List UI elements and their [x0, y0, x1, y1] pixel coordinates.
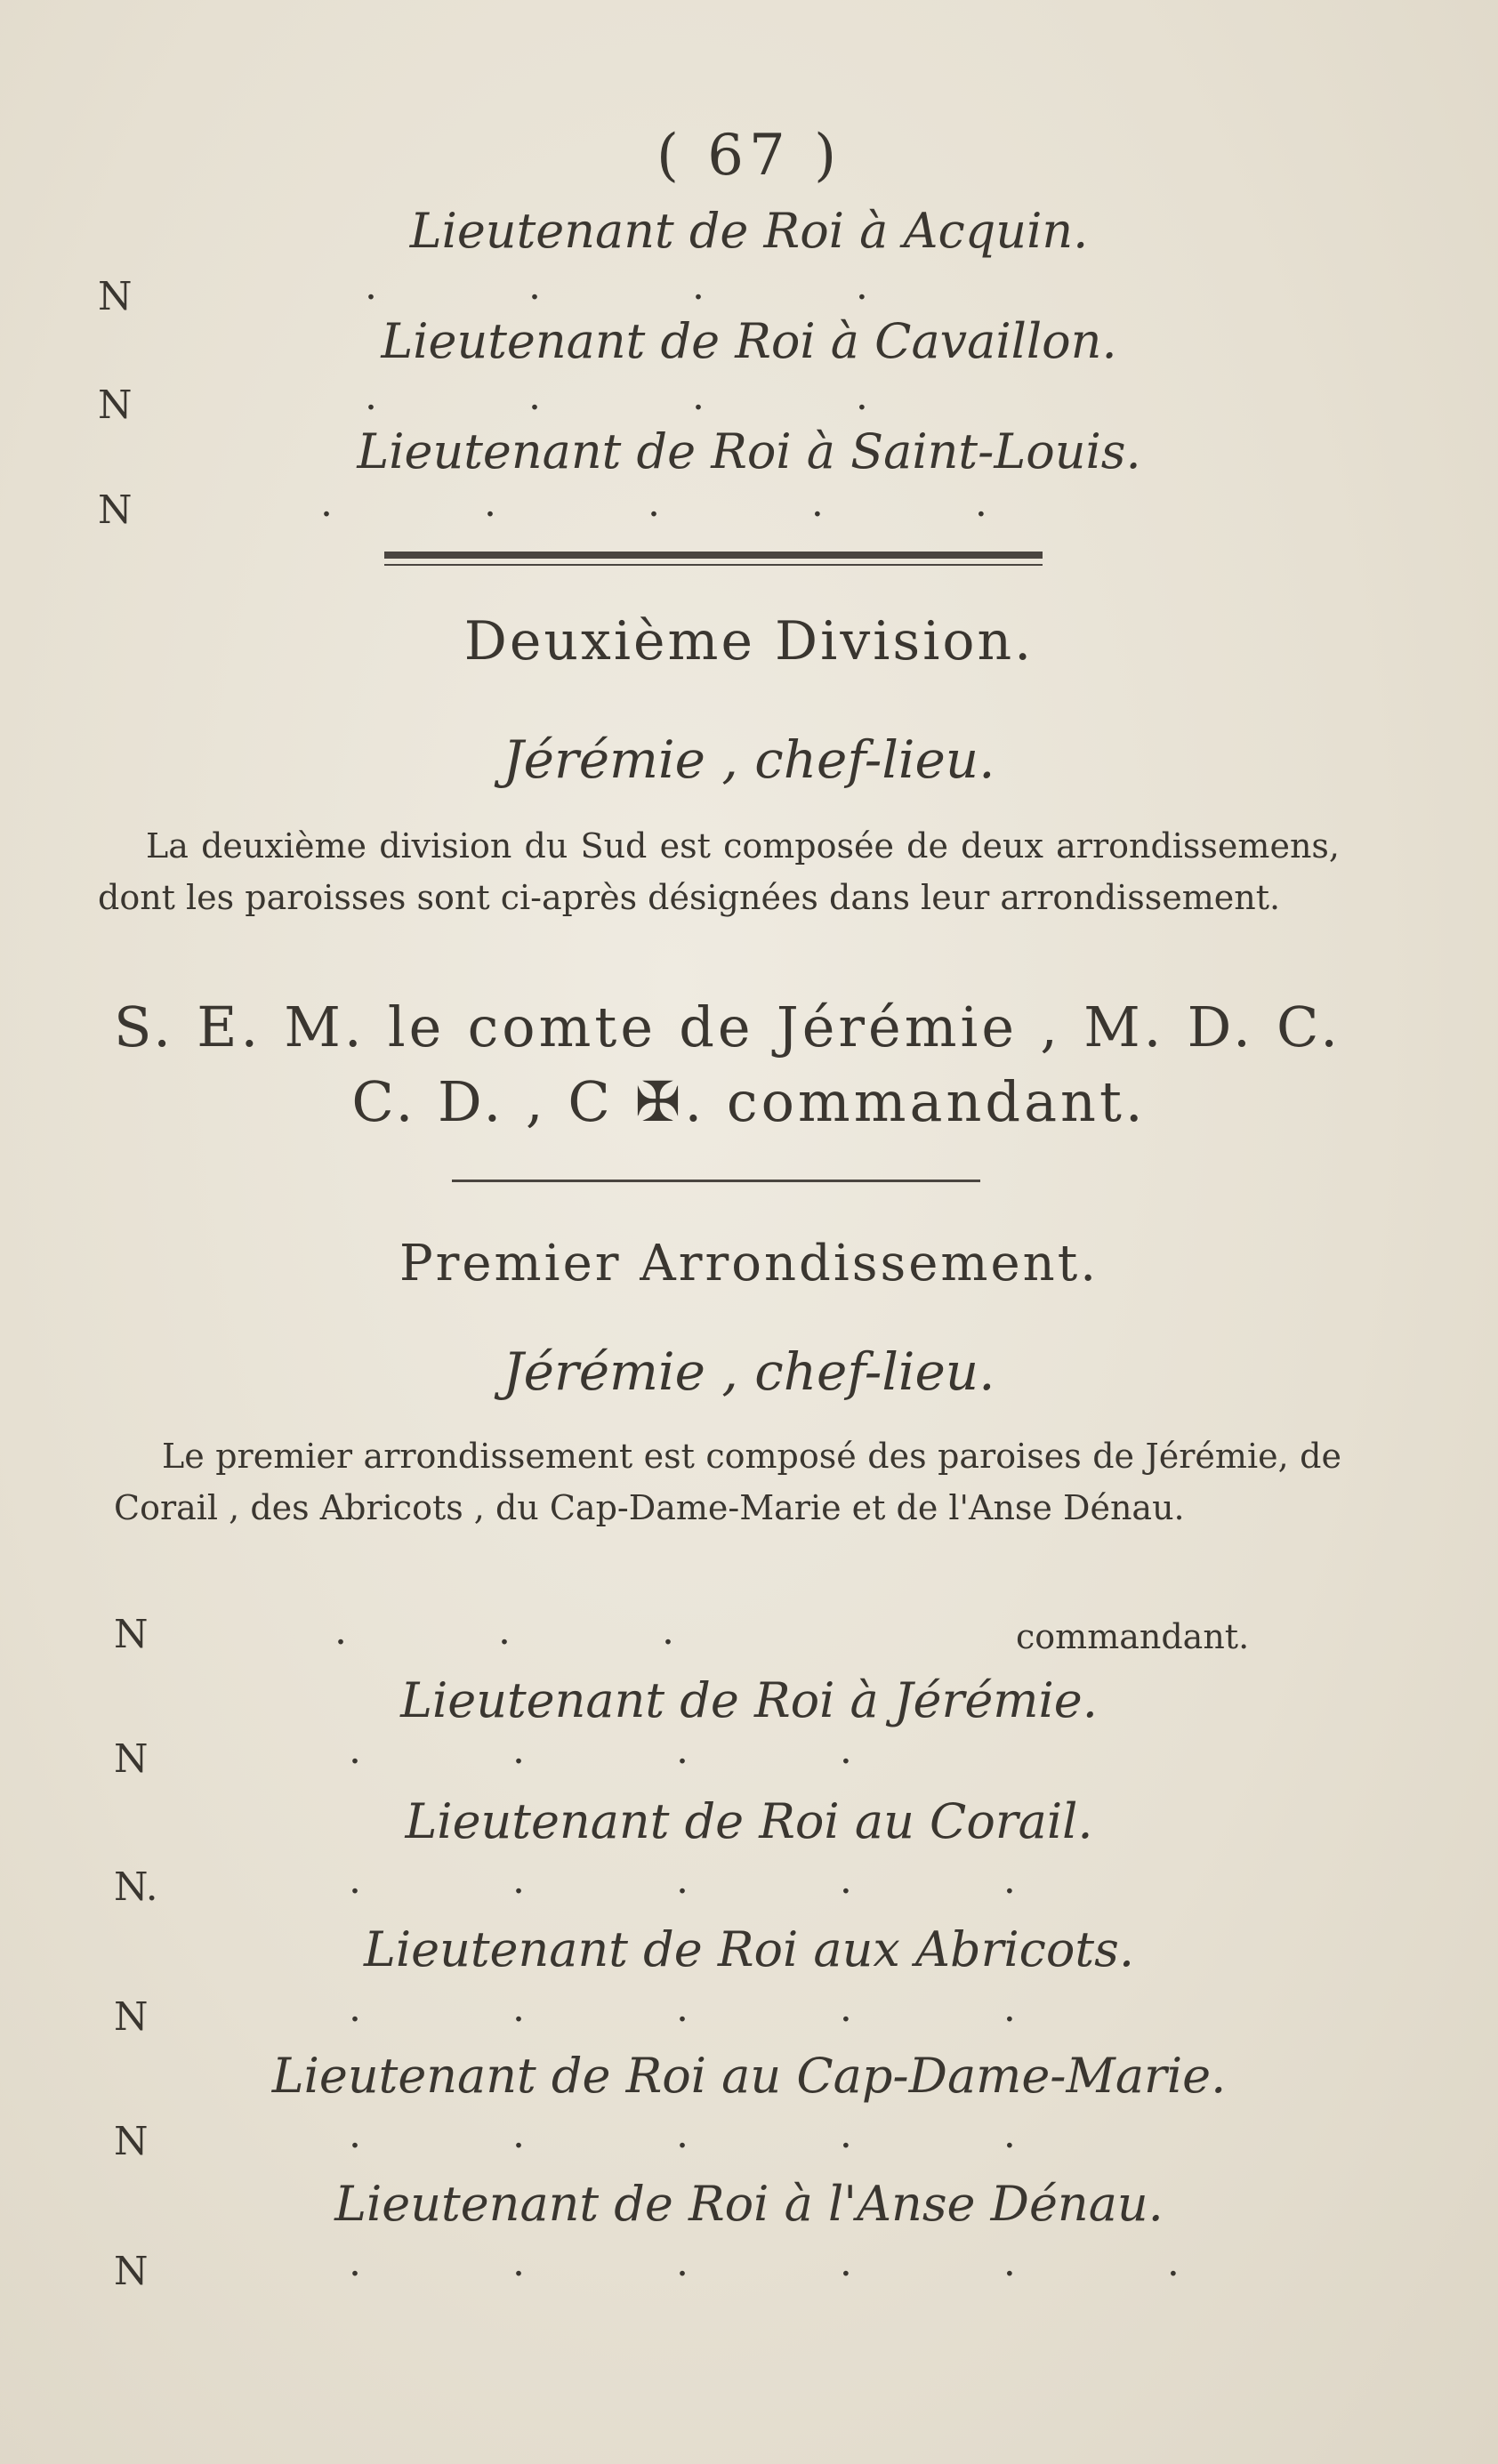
page-number: ( 67 ) — [656, 123, 842, 189]
entry-name-mark: N. — [114, 1864, 158, 1910]
commander-line-2: C. D. , C ✠. commandant. — [351, 1069, 1147, 1134]
commandant-label: commandant. — [1016, 1617, 1250, 1656]
entry-dots: . . . . . . — [349, 2240, 1249, 2285]
entry-name-mark: N — [114, 1994, 149, 2040]
entry-name-mark: N — [114, 2119, 149, 2164]
entry-title: Lieutenant de Roi à Acquin. — [409, 203, 1089, 259]
divider-rule — [384, 552, 1043, 559]
arrondissement-paragraph — [114, 1430, 1341, 1534]
entry-dots: . . . . . — [349, 1985, 1085, 2031]
entry-name-mark: N — [114, 2249, 149, 2294]
entry-dots: . . . . — [365, 263, 938, 309]
entry-title: Lieutenant de Roi au Corail. — [405, 1793, 1093, 1849]
divider-rule — [452, 1180, 980, 1182]
entry-name-mark: N — [98, 382, 133, 428]
entry-title: Lieutenant de Roi aux Abricots. — [363, 1921, 1134, 1977]
entry-dots: . . . . . — [349, 2112, 1085, 2157]
arrondissement-heading: Premier Arrondissement. — [399, 1235, 1099, 1292]
entry-dots: . . . . . — [349, 1857, 1085, 1903]
entry-title: Lieutenant de Roi à Cavaillon. — [381, 313, 1117, 369]
commandant-dots: . . . — [334, 1608, 744, 1654]
entry-title: Lieutenant de Roi à Saint-Louis. — [357, 423, 1141, 479]
entry-name-mark: N — [98, 487, 133, 533]
division-paragraph-text: La deuxième division du Sud est composée de deux arrondissemens, dont les paroisses sont ci-après désignées dans leur arrondissement. — [98, 826, 1340, 917]
arrondissement-subheading: Jérémie , chef-lieu. — [503, 1341, 995, 1402]
entry-dots: . . . . — [349, 1727, 922, 1773]
entry-name-mark: N — [114, 1736, 149, 1782]
arrondissement-paragraph-text: Le premier arrondissement est composé des paroises de Jérémie, de Corail , des Abricots , du Cap-Dame-Marie et de l'Anse Dénau. — [114, 1437, 1341, 1527]
commandant-name-mark: N — [114, 1612, 149, 1657]
division-heading: Deuxième Division. — [463, 610, 1035, 672]
entry-dots: . . . . — [365, 374, 938, 419]
entry-title: Lieutenant de Roi à Jérémie. — [400, 1672, 1098, 1728]
commander-line-1: S. E. M. le comte de Jérémie , M. D. C. — [114, 994, 1341, 1059]
division-paragraph — [98, 820, 1340, 923]
divider-rule — [384, 564, 1043, 566]
entry-name-mark: N — [98, 274, 133, 319]
entry-title: Lieutenant de Roi au Cap-Dame-Marie. — [271, 2048, 1227, 2104]
entry-title: Lieutenant de Roi à l'Anse Dénau. — [334, 2176, 1164, 2232]
division-subheading: Jérémie , chef-lieu. — [503, 729, 995, 790]
entry-dots: . . . . . — [320, 480, 1057, 526]
